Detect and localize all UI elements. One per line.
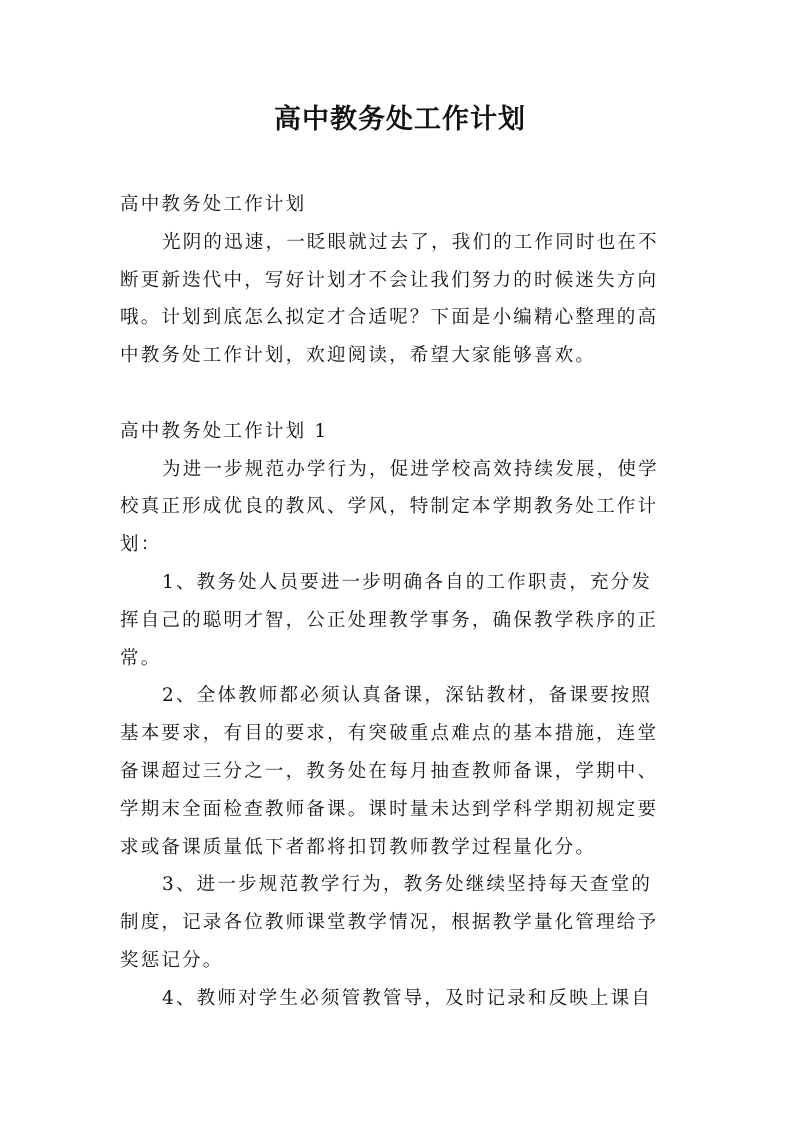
list-item-2-line: 求或备课质量低下者都将扣罚教师教学过程量化分。	[120, 836, 597, 858]
paragraph-gap	[120, 375, 684, 413]
list-item-3-line: 制度，记录各位教师课堂教学情况，根据教学量化管理给予	[120, 912, 659, 934]
list-item-1-line: 常。	[120, 647, 162, 669]
list-item-4-line: 4、教师对学生必须管教管导，及时记录和反映上课自	[162, 987, 653, 1009]
paragraph-line: 中教务处工作计划，欢迎阅读，希望大家能够喜欢。	[120, 345, 597, 367]
paragraph-line: 光阴的迅速，一眨眼就过去了，我们的工作同时也在不	[162, 231, 659, 253]
list-item-2-line: 学期末全面检查教师备课。课时量未达到学科学期初规定要	[120, 798, 659, 820]
list-item-2-line: 备课超过三分之一，教务处在每月抽查教师备课，学期中、	[120, 760, 659, 782]
section-heading-plan-1: 高中教务处工作计划 1	[120, 420, 329, 442]
paragraph-line: 为进一步规范办学行为，促进学校高效持续发展，使学	[162, 458, 659, 480]
list-item-1-line: 1、教务处人员要进一步明确各自的工作职责，充分发	[162, 571, 653, 593]
paragraph-line: 划：	[120, 534, 162, 556]
document-body	[120, 186, 684, 1018]
list-item-1-line: 挥自己的聪明才智，公正处理教学事务，确保教学秩序的正	[120, 609, 659, 631]
document-title: 高中教务处工作计划	[274, 104, 526, 135]
list-item-2-line: 基本要求，有目的要求，有突破重点难点的基本措施，连堂	[120, 723, 659, 745]
paragraph-line: 校真正形成优良的教风、学风，特制定本学期教务处工作计	[120, 496, 659, 518]
paragraph-line: 断更新迭代中，写好计划才不会让我们努力的时候迷失方向	[120, 269, 659, 291]
list-item-3-line: 奖惩记分。	[120, 949, 224, 971]
section-heading-intro: 高中教务处工作计划	[120, 194, 307, 215]
list-item-2-line: 2、全体教师都必须认真备课，深钻教材，备课要按照	[162, 685, 653, 707]
list-item-3-line: 3、进一步规范教学行为，教务处继续坚持每天查堂的	[162, 874, 653, 896]
paragraph-line: 哦。计划到底怎么拟定才合适呢？下面是小编精心整理的高	[120, 307, 659, 329]
